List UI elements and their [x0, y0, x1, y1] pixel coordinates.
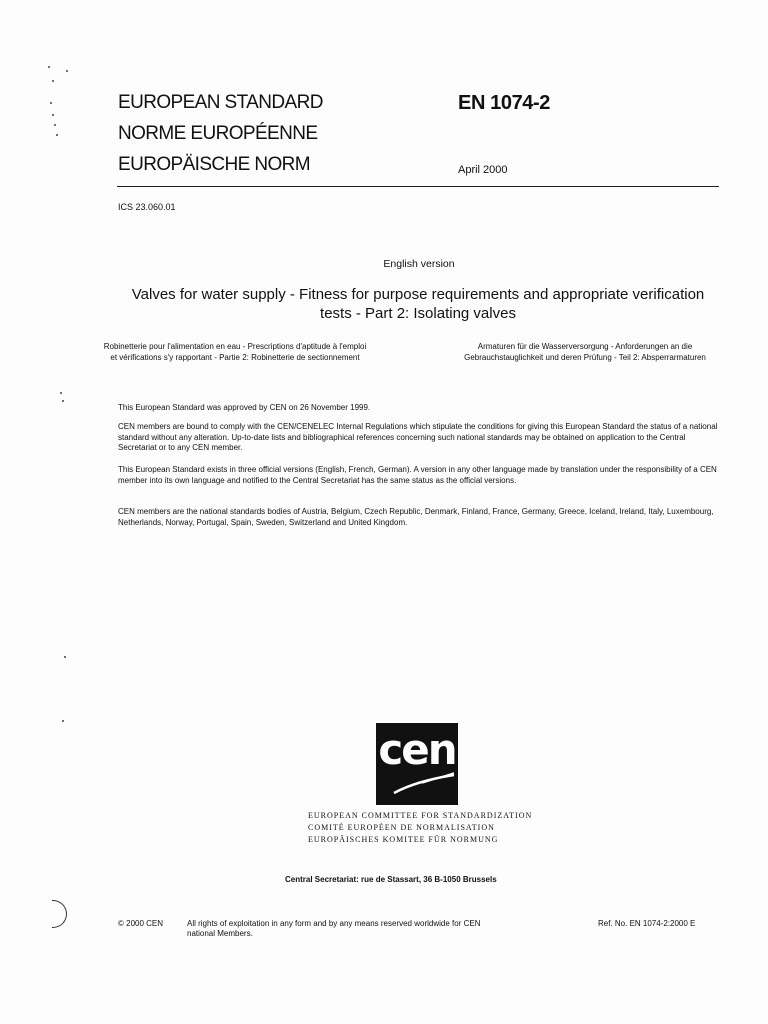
publication-date: April 2000 — [458, 164, 508, 176]
cen-logo-text: cen — [378, 725, 456, 774]
reference-number: Ref. No. EN 1074-2:2000 E — [598, 919, 696, 928]
versions-paragraph: This European Standard exists in three official versions (English, French, German). A version in any other language made by translation under the responsibility of a CEN member into its own language and notified to the Central Secretariat has the same status as the official versions. — [118, 465, 717, 485]
scan-speck — [54, 124, 56, 126]
members-paragraph: CEN members are the national standards bodies of Austria, Belgium, Czech Republic, Denmark, Finland, France, Germany, Greece, Iceland, Ireland, Italy, Luxembourg, Netherlands, Norway, Portugal, Spain, Sweden, Switzerland and United Kingdom. — [118, 507, 714, 527]
title-english: EUROPEAN STANDARD — [118, 92, 323, 113]
scan-speck — [52, 114, 54, 116]
scan-speck — [50, 102, 52, 104]
scan-speck — [48, 66, 50, 68]
scan-speck — [60, 392, 62, 394]
ics-code: ICS 23.060.01 — [118, 202, 176, 212]
committee-french: COMITÉ EUROPÉEN DE NORMALISATION — [308, 823, 495, 832]
scan-speck — [64, 656, 66, 658]
central-secretariat-address: Central Secretariat: rue de Stassart, 36 B-1050 Brussels — [285, 875, 497, 884]
copyright-notice: © 2000 CEN — [118, 919, 164, 928]
german-subtitle: Armaturen für die Wasserversorgung - Anforderungen an die Gebrauchstauglichkeit und deren Prüfung - Teil 2: Absperrarmaturen — [464, 342, 706, 362]
header-divider — [117, 186, 719, 187]
scan-speck — [52, 80, 54, 82]
scan-mark — [52, 900, 67, 928]
rights-notice: All rights of exploitation in any form and by any means reserved worldwide for CEN national Members. — [187, 919, 481, 938]
scan-speck — [62, 400, 64, 402]
title-french: NORME EUROPÉENNE — [118, 123, 318, 144]
standard-number: EN 1074-2 — [458, 92, 551, 114]
document-title: Valves for water supply - Fitness for purpose requirements and appropriate verification tests - Part 2: Isolating valves — [131, 286, 705, 322]
compliance-paragraph: CEN members are bound to comply with the CEN/CENELEC Internal Regulations which stipulate the conditions for giving this European Standard the status of a national standard without any alteration. Up-to-date lists and bibliographical references concerning such national standards may be obtained on application to the Central Secretariat or to any CEN member. — [118, 422, 718, 452]
committee-english: EUROPEAN COMMITTEE FOR STANDARDIZATION — [308, 811, 533, 820]
french-subtitle: Robinetterie pour l'alimentation en eau - Prescriptions d'aptitude à l'emploi et vérifications s'y rapportant - Partie 2: Robinetterie de sectionnement — [103, 342, 367, 362]
approval-paragraph: This European Standard was approved by CEN on 26 November 1999. — [118, 403, 371, 412]
scan-speck — [66, 70, 68, 72]
scan-speck — [56, 134, 58, 136]
committee-german: EUROPÄISCHES KOMITEE FÜR NORMUNG — [308, 835, 499, 844]
language-version: English version — [383, 258, 455, 270]
title-german: EUROPÄISCHE NORM — [118, 154, 311, 175]
logo-swoosh-icon — [376, 723, 458, 805]
scan-speck — [62, 720, 64, 722]
cen-logo — [376, 723, 458, 805]
